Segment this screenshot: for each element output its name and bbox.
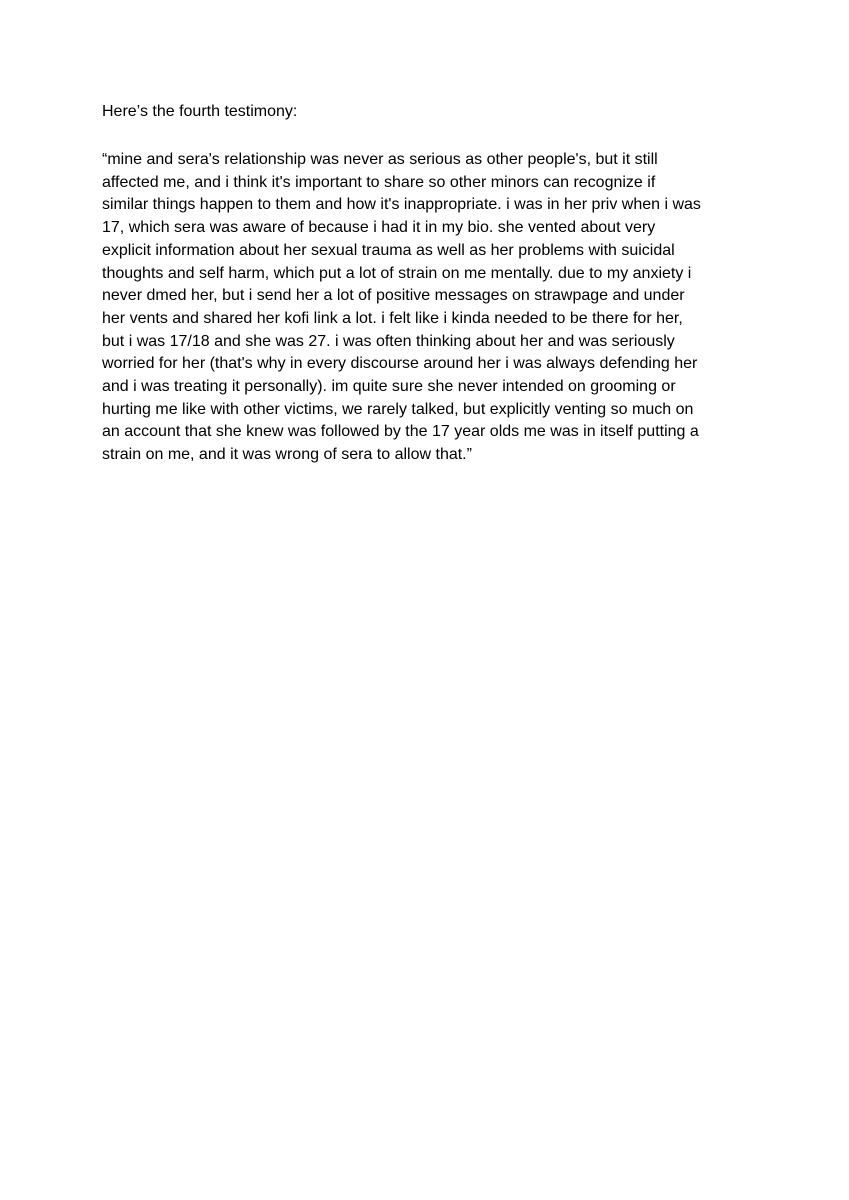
testimony-line: strain on me, and it was wrong of sera to allow that.”: [102, 446, 472, 464]
testimony-line: and i was treating it personally). im quite sure she never intended on grooming or: [102, 378, 676, 396]
testimony-line: affected me, and i think it's important to share so other minors can recognize if: [102, 173, 656, 191]
testimony-line: her vents and shared her kofi link a lot. i felt like i kinda needed to be there for her,: [102, 309, 683, 327]
testimony-line: thoughts and self harm, which put a lot of strain on me mentally. due to my anxiety i: [102, 264, 692, 282]
testimony-line: “mine and sera's relationship was never as serious as other people's, but it still: [102, 151, 658, 168]
testimony-quote: [102, 149, 701, 467]
testimony-line: hurting me like with other victims, we rarely talked, but explicitly venting so much on: [102, 400, 694, 418]
testimony-line: worried for her (that's why in every discourse around her i was always defending her: [102, 355, 698, 373]
testimony-line: similar things happen to them and how it's inappropriate. i was in her priv when i was: [102, 196, 701, 214]
testimony-line: explicit information about her sexual trauma as well as her problems with suicidal: [102, 241, 675, 259]
testimony-line: 17, which sera was aware of because i had it in my bio. she vented about very: [102, 219, 656, 237]
intro-text: Here’s the fourth testimony:: [102, 103, 298, 120]
testimony-line: never dmed her, but i send her a lot of positive messages on strawpage and under: [102, 287, 685, 305]
testimony-line: an account that she knew was followed by the 17 year olds me was in itself putting a: [102, 423, 699, 441]
testimony-line: but i was 17/18 and she was 27. i was often thinking about her and was seriously: [102, 332, 675, 350]
